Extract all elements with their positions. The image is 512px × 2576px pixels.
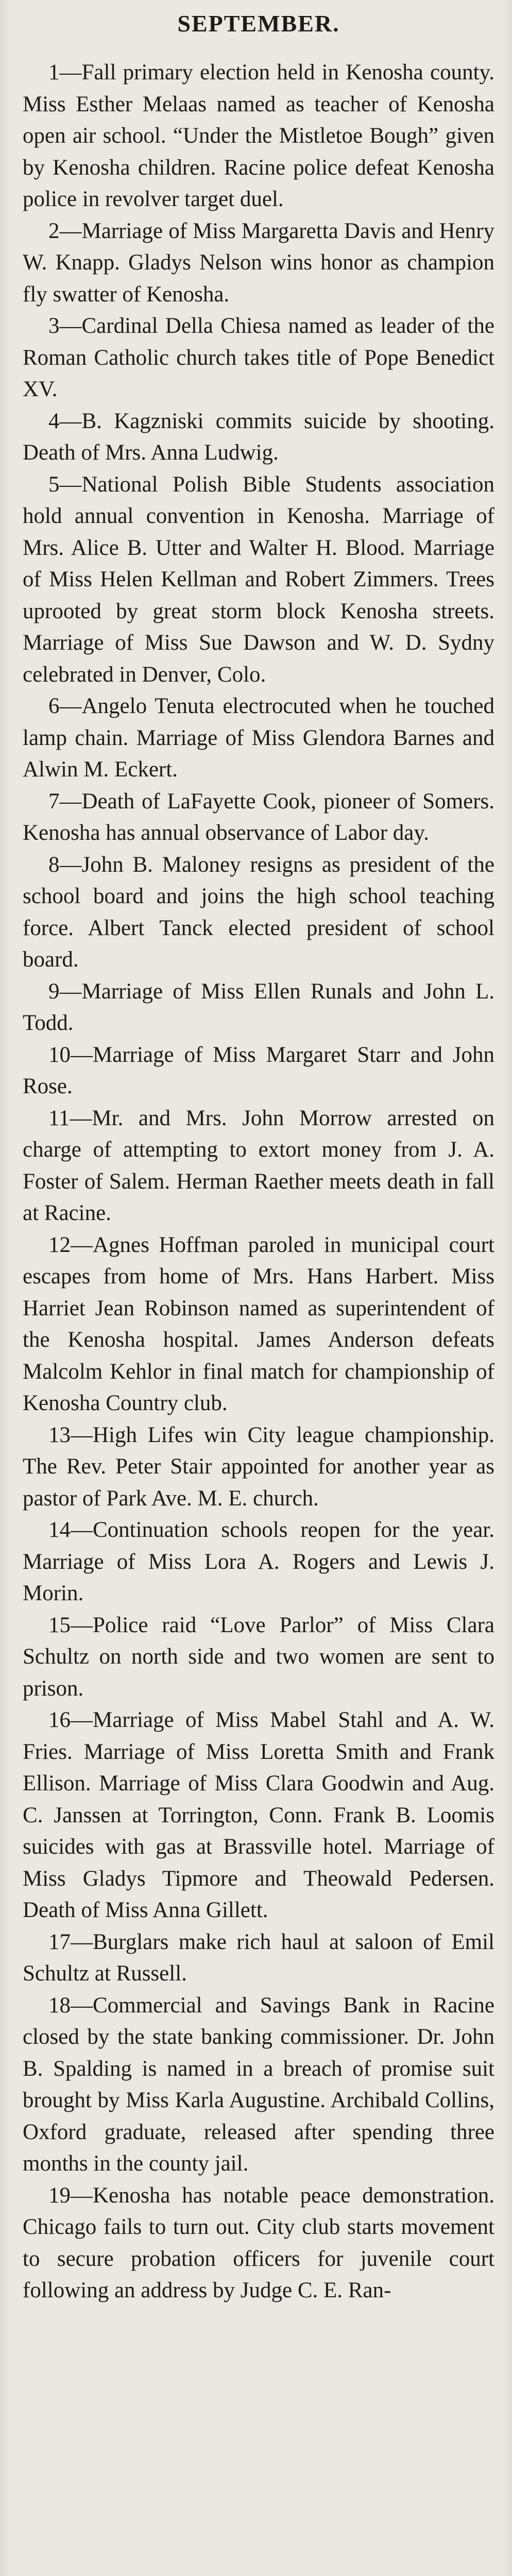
event-date: 9 <box>48 979 60 1004</box>
event-date: 15 <box>48 1613 71 1637</box>
event-text: Death of LaFayette Cook, pioneer of Somers. Kenosha has annual observance of Labor day. <box>23 789 494 845</box>
event-date: 17 <box>48 1929 71 1954</box>
month-heading: SEPTEMBER. <box>177 10 340 37</box>
event-text: Marriage of Miss Mabel Stahl and A. W. Fries. Marriage of Miss Loretta Smith and Frank Ellison. Marriage of Miss Clara Goodwin and Aug. C. Janssen at Torrington, Conn. Frank B. Loomis suicides with gas at Brassville hotel. Marriage of Miss Gladys Tipmore and Theowald Pedersen. Death of Miss Anna Gillett. <box>23 1708 494 1922</box>
event-text: B. Kagzniski commits suicide by shooting. Death of Mrs. Anna Ludwig. <box>23 409 494 465</box>
event-entry: 10—Marriage of Miss Margaret Starr and John Rose. <box>23 1042 494 1098</box>
event-text: Marriage of Miss Margaretta Davis and Henry W. Knapp. Gladys Nelson wins honor as champion fly swatter of Kenosha. <box>23 218 494 307</box>
event-entry: 19—Kenosha has notable peace demonstration. Chicago fails to turn out. City club starts movement to secure probation officers for juvenile court following an address by Judge C. E. Ran- <box>23 2183 494 2302</box>
event-date: 14 <box>48 1518 71 1542</box>
event-date: 8 <box>48 852 60 877</box>
event-entry: 7—Death of LaFayette Cook, pioneer of Somers. Kenosha has annual observance of Labor day. <box>23 789 494 845</box>
event-date: 7 <box>48 789 60 814</box>
event-date: 3 <box>48 314 60 338</box>
event-date: 19 <box>48 2183 71 2208</box>
event-entry: 14—Continuation schools reopen for the year. Marriage of Miss Lora A. Rogers and Lewis J. Morin. <box>23 1518 494 1605</box>
event-entry: 9—Marriage of Miss Ellen Runals and John L. Todd. <box>23 979 494 1035</box>
event-date: 10 <box>48 1042 71 1067</box>
event-text: John B. Maloney resigns as president of the school board and joins the high school teaching force. Albert Tanck elected president of school board. <box>23 852 494 972</box>
event-text: Mr. and Mrs. John Morrow arrested on charge of attempting to extort money from J. A. Foster of Salem. Herman Raether meets death in fall at Racine. <box>23 1106 494 1225</box>
event-text: Continuation schools reopen for the year. Marriage of Miss Lora A. Rogers and Lewis J. Morin. <box>23 1518 494 1605</box>
event-text: Kenosha has notable peace demonstration. Chicago fails to turn out. City club starts movement to secure probation officers for juvenile court following an address by Judge C. E. Ran- <box>23 2183 494 2302</box>
event-date: 4 <box>48 409 60 433</box>
event-entry: 4—B. Kagzniski commits suicide by shooting. Death of Mrs. Anna Ludwig. <box>23 409 494 465</box>
event-entry: 12—Agnes Hoffman paroled in municipal court escapes from home of Mrs. Hans Harbert. Miss Harriet Jean Robinson named as superintendent of the Kenosha hospital. James Anderson defeats Malcolm Kehlor in final match for championship of Kenosha Country club. <box>23 1232 494 1415</box>
event-entry: 18—Commercial and Savings Bank in Racine closed by the state banking commissioner. Dr. John B. Spalding is named in a breach of promise suit brought by Miss Karla Augustine. Archibald Collins, Oxford graduate, released after spending three months in the county jail. <box>23 1993 494 2176</box>
event-text: Angelo Tenuta electrocuted when he touched lamp chain. Marriage of Miss Glendora Barnes and Alwin M. Eckert. <box>23 694 494 782</box>
event-date: 1 <box>48 60 60 84</box>
event-text: Cardinal Della Chiesa named as leader of the Roman Catholic church takes title of Pope Benedict XV. <box>23 314 494 401</box>
event-text: Burglars make rich haul at saloon of Emil Schultz at Russell. <box>23 1929 494 1986</box>
event-entry: 17—Burglars make rich haul at saloon of Emil Schultz at Russell. <box>23 1929 494 1986</box>
event-date: 16 <box>48 1708 71 1732</box>
event-date: 13 <box>48 1422 71 1447</box>
event-date: 5 <box>48 472 60 497</box>
event-date: 6 <box>48 694 60 718</box>
event-date: 18 <box>48 1993 71 2018</box>
event-entry: 6—Angelo Tenuta electrocuted when he touched lamp chain. Marriage of Miss Glendora Barnes and Alwin M. Eckert. <box>23 694 494 782</box>
event-text: Commercial and Savings Bank in Racine closed by the state banking commissioner. Dr. John B. Spalding is named in a breach of promise suit brought by Miss Karla Augustine. Archibald Collins, Oxford graduate, released after spending three months in the county jail. <box>23 1993 494 2176</box>
event-entry: 3—Cardinal Della Chiesa named as leader of the Roman Catholic church takes title of Pope Benedict XV. <box>23 314 494 401</box>
event-entry: 16—Marriage of Miss Mabel Stahl and A. W. Fries. Marriage of Miss Loretta Smith and Frank Ellison. Marriage of Miss Clara Goodwin and Aug. C. Janssen at Torrington, Conn. Frank B. Loomis suicides with gas at Brassville hotel. Marriage of Miss Gladys Tipmore and Theowald Pedersen. Death of Miss Anna Gillett. <box>23 1708 494 1922</box>
event-entry: 13—High Lifes win City league championship. The Rev. Peter Stair appointed for another year as pastor of Park Ave. M. E. church. <box>23 1422 494 1511</box>
event-entry: 2—Marriage of Miss Margaretta Davis and Henry W. Knapp. Gladys Nelson wins honor as champion fly swatter of Kenosha. <box>23 218 494 307</box>
event-text: Police raid “Love Parlor” of Miss Clara Schultz on north side and two women are sent to prison. <box>23 1613 494 1701</box>
event-text: High Lifes win City league championship. The Rev. Peter Stair appointed for another year as pastor of Park Ave. M. E. church. <box>23 1422 494 1511</box>
event-entry: 8—John B. Maloney resigns as president of the school board and joins the high school teaching force. Albert Tanck elected president of school board. <box>23 852 494 972</box>
event-entry: 15—Police raid “Love Parlor” of Miss Clara Schultz on north side and two women are sent to prison. <box>23 1613 494 1701</box>
event-date: 2 <box>48 218 60 243</box>
event-entry: 11—Mr. and Mrs. John Morrow arrested on charge of attempting to extort money from J. A. Foster of Salem. Herman Raether meets death in fall at Racine. <box>23 1106 494 1225</box>
event-date: 12 <box>48 1232 71 1257</box>
event-text: Marriage of Miss Ellen Runals and John L. Todd. <box>23 979 494 1035</box>
event-entry: 1—Fall primary election held in Kenosha county. Miss Esther Melaas named as teacher of Kenosha open air school. “Under the Mistletoe Bough” given by Kenosha children. Racine police defeat Kenosha police in revolver target duel. <box>23 60 494 211</box>
event-text: Marriage of Miss Margaret Starr and John Rose. <box>23 1042 494 1098</box>
event-text: National Polish Bible Students association hold annual convention in Kenosha. Marriage of Mrs. Alice B. Utter and Walter H. Blood. Marriage of Miss Helen Kellman and Robert Zimmers. Trees uprooted by great storm block Kenosha streets. Marriage of Miss Sue Dawson and W. D. Sydny celebrated in Denver, Colo. <box>23 472 494 687</box>
event-text: Agnes Hoffman paroled in municipal court escapes from home of Mrs. Hans Harbert. Miss Harriet Jean Robinson named as superintendent of the Kenosha hospital. James Anderson defeats Malcolm Kehlor in final match for championship of Kenosha Country club. <box>23 1232 494 1415</box>
event-list <box>23 57 494 2307</box>
event-date: 11 <box>48 1106 70 1130</box>
event-text: Fall primary election held in Kenosha county. Miss Esther Melaas named as teacher of Kenosha open air school. “Under the Mistletoe Bough” given by Kenosha children. Racine police defeat Kenosha police in revolver target duel. <box>23 60 494 211</box>
event-entry: 5—National Polish Bible Students association hold annual convention in Kenosha. Marriage of Mrs. Alice B. Utter and Walter H. Blood. Marriage of Miss Helen Kellman and Robert Zimmers. Trees uprooted by great storm block Kenosha streets. Marriage of Miss Sue Dawson and W. D. Sydny celebrated in Denver, Colo. <box>23 472 494 687</box>
